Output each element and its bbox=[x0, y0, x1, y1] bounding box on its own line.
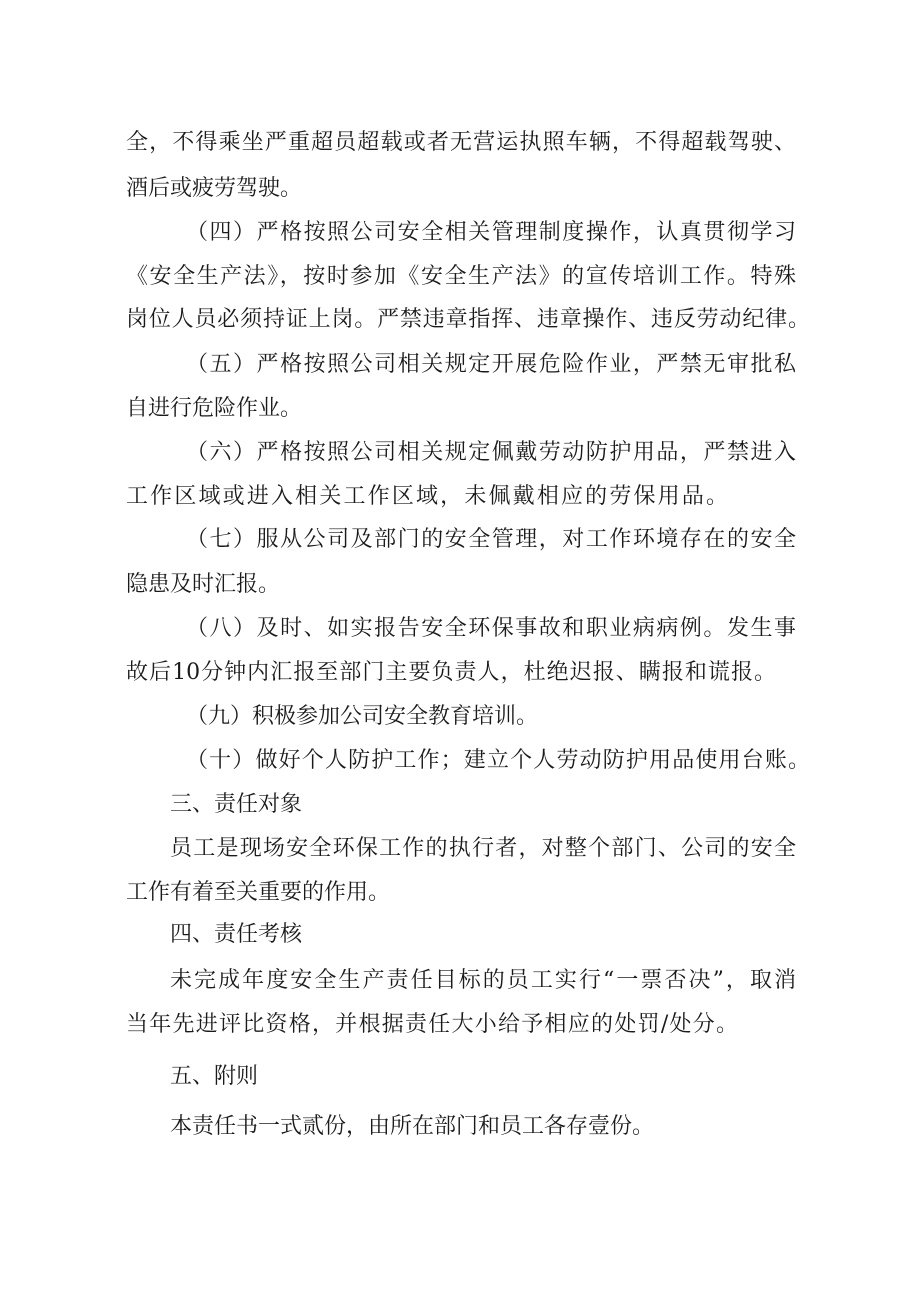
text-line: （八）及时、如实报告安全环保事故和职业病病例。发生事 bbox=[186, 616, 796, 641]
text-line: 工作区域或进入相关工作区域，未佩戴相应的劳保用品。 bbox=[126, 484, 728, 509]
text-line: （九）积极参加公司安全教育培训。 bbox=[186, 704, 539, 729]
section-heading: 三、责任对象 bbox=[170, 792, 303, 817]
text-line: 未完成年度安全生产责任目标的员工实行“一票否决”，取消 bbox=[170, 968, 796, 993]
text-line: 自进行危险作业。 bbox=[126, 396, 303, 421]
text-line: （六）严格按照公司相关规定佩戴劳动防护用品，严禁进入 bbox=[186, 440, 796, 465]
text-line: 故后10分钟内汇报至部门主要负责人，杜绝迟报、瞒报和谎报。 bbox=[126, 660, 776, 685]
text-line: 全，不得乘坐严重超员超载或者无营运执照车辆，不得超载驾驶、 bbox=[126, 130, 796, 155]
text-line: 员工是现场安全环保工作的执行者，对整个部门、公司的安全 bbox=[170, 836, 796, 861]
text-line: （十）做好个人防护工作；建立个人劳动防护用品使用台账。 bbox=[186, 748, 810, 773]
text-line: （四）严格按照公司安全相关管理制度操作，认真贯彻学习 bbox=[186, 220, 796, 245]
text-line: 隐患及时汇报。 bbox=[126, 572, 281, 597]
text-line: （七）服从公司及部门的安全管理，对工作环境存在的安全 bbox=[186, 527, 796, 552]
text-line: （五）严格按照公司相关规定开展危险作业，严禁无审批私 bbox=[186, 352, 796, 377]
text-line: 本责任书一式贰份，由所在部门和员工各存壹份。 bbox=[170, 1114, 655, 1139]
section-heading: 四、责任考核 bbox=[170, 922, 303, 947]
text-line: 酒后或疲劳驾驶。 bbox=[126, 176, 303, 201]
text-line: 《安全生产法》，按时参加《安全生产法》的宣传培训工作。特殊 bbox=[126, 264, 796, 289]
text-line: 岗位人员必须持证上岗。严禁违章指挥、违章操作、违反劳动纪律。 bbox=[126, 307, 810, 332]
text-line: 工作有着至关重要的作用。 bbox=[126, 880, 391, 905]
text-line: 当年先进评比资格，并根据责任大小给予相应的处罚/处分。 bbox=[126, 1012, 738, 1037]
section-heading: 五、附则 bbox=[170, 1064, 259, 1089]
